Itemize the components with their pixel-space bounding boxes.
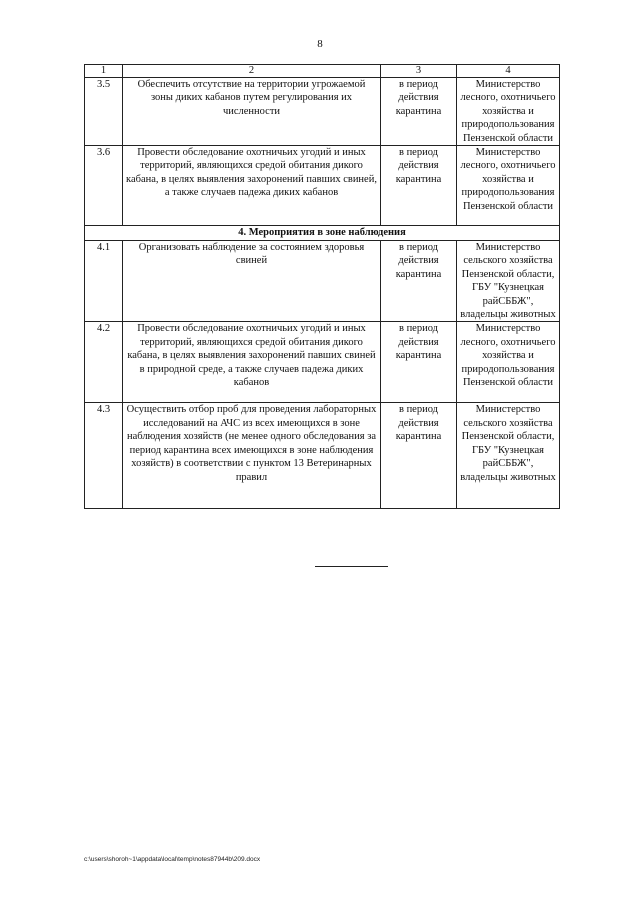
section-heading: 4. Мероприятия в зоне наблюдения — [85, 226, 560, 241]
row-period: в период действия карантина — [381, 78, 457, 146]
row-number: 3.6 — [85, 146, 123, 226]
row-action: Осуществить отбор проб для проведения лабораторных исследований на АЧС из всех имеющихся в зоне наблюдения хозяйств (не менее одного обследования за период карантина всех имеющихся в зоне наблюдения хозяйств) в соответствии с пунктом 13 Ветеринарных правил — [123, 403, 381, 509]
table-row — [85, 146, 560, 226]
row-responsible: Министерство лесного, охотничьего хозяйства и природопользования Пензенской области — [457, 146, 560, 226]
row-number: 4.2 — [85, 322, 123, 403]
row-responsible: Министерство лесного, охотничьего хозяйства и природопользования Пензенской области — [457, 322, 560, 403]
row-responsible: Министерство сельского хозяйства Пензенской области, ГБУ "Кузнецкая райСББЖ", владельцы животных — [457, 403, 560, 509]
row-period: в период действия карантина — [381, 146, 457, 226]
row-action: Организовать наблюдение за состоянием здоровья свиней — [123, 241, 381, 322]
table-row — [85, 226, 560, 241]
row-period: в период действия карантина — [381, 241, 457, 322]
table-row — [85, 241, 560, 322]
row-action: Обеспечить отсутствие на территории угрожаемой зоны диких кабанов путем регулирования их численности — [123, 78, 381, 146]
row-period: в период действия карантина — [381, 403, 457, 509]
column-header-4: 4 — [457, 65, 560, 78]
table-row — [85, 78, 560, 146]
page-number: 8 — [317, 38, 323, 50]
table-row — [85, 322, 560, 403]
row-period: в период действия карантина — [381, 322, 457, 403]
row-number: 3.5 — [85, 78, 123, 146]
column-header-3: 3 — [381, 65, 457, 78]
row-number: 4.3 — [85, 403, 123, 509]
row-action: Провести обследование охотничьих угодий и иных территорий, являющихся средой обитания дикого кабана, в целях выявления захоронений павших свиней, а также случаев падежа диких кабанов — [123, 146, 381, 226]
table-row — [85, 403, 560, 509]
footer-file-path: c:\users\shoroh~1\appdata\local\temp\notes87944b\209.docx — [84, 856, 261, 863]
row-action: Провести обследование охотничьих угодий и иных территорий, являющихся средой обитания дикого кабана, в целях выявления захоронений павших свиней в природной среде, а также случаев падежа диких кабанов — [123, 322, 381, 403]
measures-table — [84, 64, 560, 509]
table-row — [85, 65, 560, 78]
column-header-2: 2 — [123, 65, 381, 78]
end-divider — [315, 566, 388, 567]
row-responsible: Министерство сельского хозяйства Пензенской области, ГБУ "Кузнецкая райСББЖ", владельцы животных — [457, 241, 560, 322]
row-number: 4.1 — [85, 241, 123, 322]
column-header-1: 1 — [85, 65, 123, 78]
row-responsible: Министерство лесного, охотничьего хозяйства и природопользования Пензенской области — [457, 78, 560, 146]
